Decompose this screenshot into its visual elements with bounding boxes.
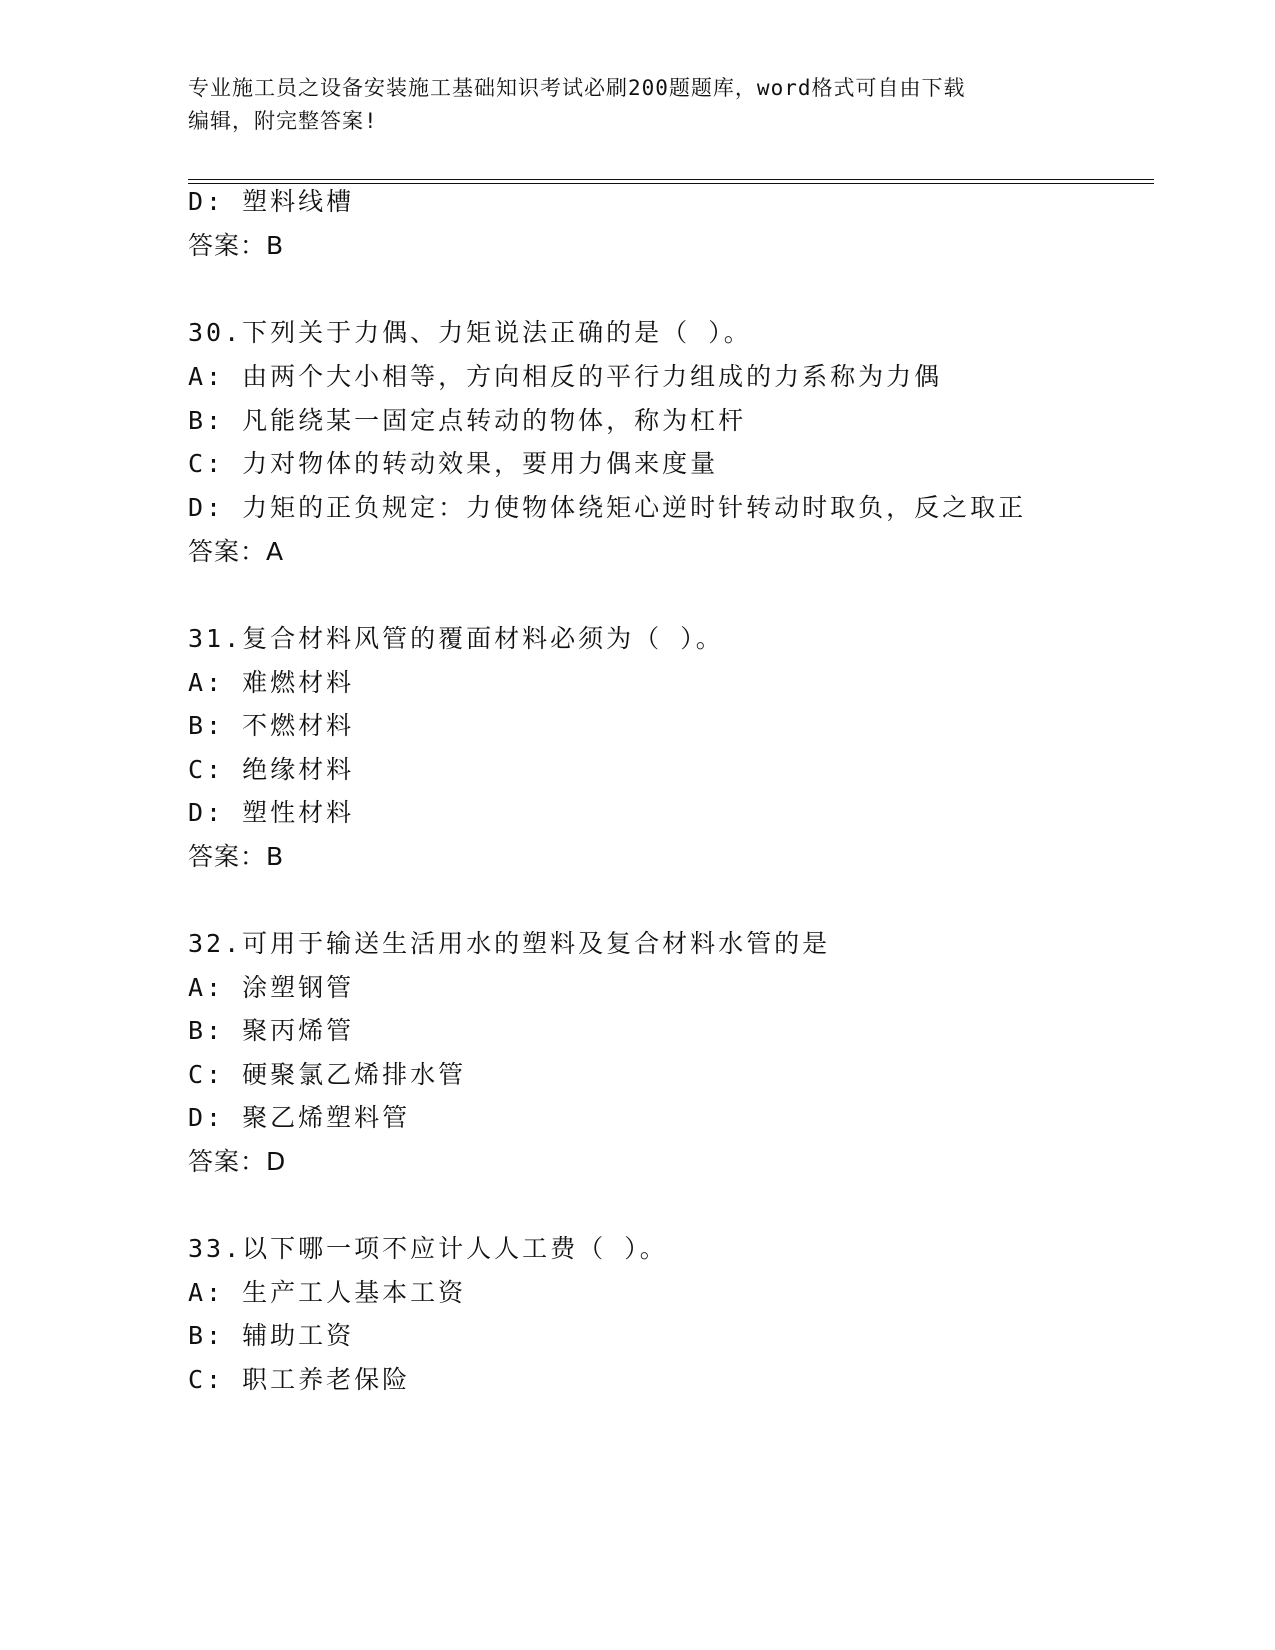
question-31-option-d: D: 塑性材料 xyxy=(188,798,355,827)
header-divider-bottom xyxy=(188,183,1154,184)
question-30-option-a: A: 由两个大小相等，方向相反的平行力组成的力系称为力偶 xyxy=(188,362,943,391)
question-31-answer: 答案：B xyxy=(188,842,285,871)
question-29-option-d: D: 塑料线槽 xyxy=(188,187,355,216)
question-30-option-d: D: 力矩的正负规定：力使物体绕矩心逆时针转动时取负，反之取正 xyxy=(188,493,1027,522)
question-30-answer: 答案：A xyxy=(188,537,285,566)
question-32-stem: 32.可用于输送生活用水的塑料及复合材料水管的是 xyxy=(188,929,831,958)
question-33-stem: 33.以下哪一项不应计人人工费（ ）。 xyxy=(188,1234,668,1263)
question-32-answer: 答案：D xyxy=(188,1147,287,1176)
question-31-option-b: B: 不燃材料 xyxy=(188,711,355,740)
question-32-option-d: D: 聚乙烯塑料管 xyxy=(188,1103,411,1132)
question-32-option-c: C: 硬聚氯乙烯排水管 xyxy=(188,1060,467,1089)
question-33-option-b: B: 辅助工资 xyxy=(188,1321,355,1350)
question-31-option-a: A: 难燃材料 xyxy=(188,668,355,697)
question-33-option-a: A: 生产工人基本工资 xyxy=(188,1278,467,1307)
document-header xyxy=(188,72,1088,138)
question-30-stem: 30.下列关于力偶、力矩说法正确的是（ ）。 xyxy=(188,318,752,347)
question-30-option-b: B: 凡能绕某一固定点转动的物体，称为杠杆 xyxy=(188,406,747,435)
question-33-option-c: C: 职工养老保险 xyxy=(188,1365,411,1394)
question-29-answer: 答案：B xyxy=(188,231,285,260)
question-32-option-a: A: 涂塑钢管 xyxy=(188,973,355,1002)
question-30-option-c: C: 力对物体的转动效果，要用力偶来度量 xyxy=(188,449,719,478)
question-32-option-b: B: 聚丙烯管 xyxy=(188,1016,355,1045)
question-31-option-c: C: 绝缘材料 xyxy=(188,755,355,784)
header-title-line-2: 编辑，附完整答案! xyxy=(188,109,378,133)
question-31-stem: 31.复合材料风管的覆面材料必须为（ ）。 xyxy=(188,624,724,653)
header-divider-top xyxy=(188,179,1154,180)
header-title-line-1: 专业施工员之设备安装施工基础知识考试必刷200题题库，word格式可自由下载 xyxy=(188,76,966,100)
